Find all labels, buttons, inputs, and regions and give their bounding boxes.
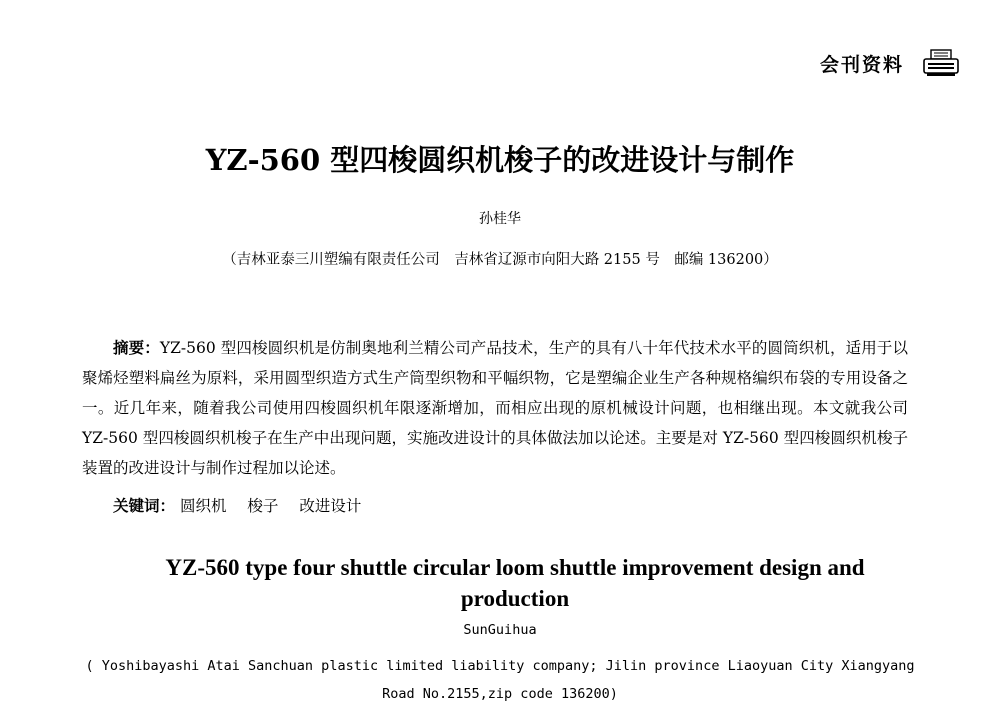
page-header: [820, 48, 960, 78]
chinese-affiliation: （吉林亚泰三川塑编有限责任公司 吉林省辽源市向阳大路 2155 号 邮编 136200）: [222, 252, 778, 268]
keywords-label: 关键词：: [113, 497, 176, 515]
english-affiliation: ( Yoshibayashi Atai Sanchuan plastic limited liability company; Jilin province Liaoyuan City Xiangyang Road No.2155,zip code 136200): [85, 658, 915, 702]
english-author: SunGuihua: [463, 622, 537, 638]
keyword: 圆织机: [179, 497, 227, 515]
chinese-title: YZ-560 型四梭圆织机梭子的改进设计与制作: [205, 143, 795, 177]
abstract-text: YZ-560 型四梭圆织机是仿制奥地利兰精公司产品技术，生产的具有八十年代技术水平的圆筒织机，适用于以聚烯烃塑料扁丝为原料，采用圆型织造方式生产筒型织物和平幅织物，它是塑编企业生产各种规格编织布袋的专用设备之一。近几年来，随着我公司使用四梭圆织机年限逐渐增加，而相应出现的原机械设计问题，也相继出现。本文就我公司 YZ-560 型四梭圆织机梭子在生产中出现问题，实施改进设计的具体做法加以论述。主要是对 YZ-560 型四梭圆织机梭子装置的改进设计与制作过程加以论述。: [82, 339, 908, 477]
keywords: [113, 491, 377, 521]
keyword: 梭子: [247, 497, 279, 515]
chinese-author: 孙桂华: [479, 211, 521, 227]
abstract-label: 摘要：: [113, 339, 160, 357]
section-label: 会刊资料: [819, 53, 904, 76]
printer-icon: [922, 48, 960, 78]
abstract: [82, 333, 908, 483]
english-title: YZ-560 type four shuttle circular loom shuttle improvement design and production: [165, 555, 865, 611]
keyword: 改进设计: [299, 497, 362, 515]
